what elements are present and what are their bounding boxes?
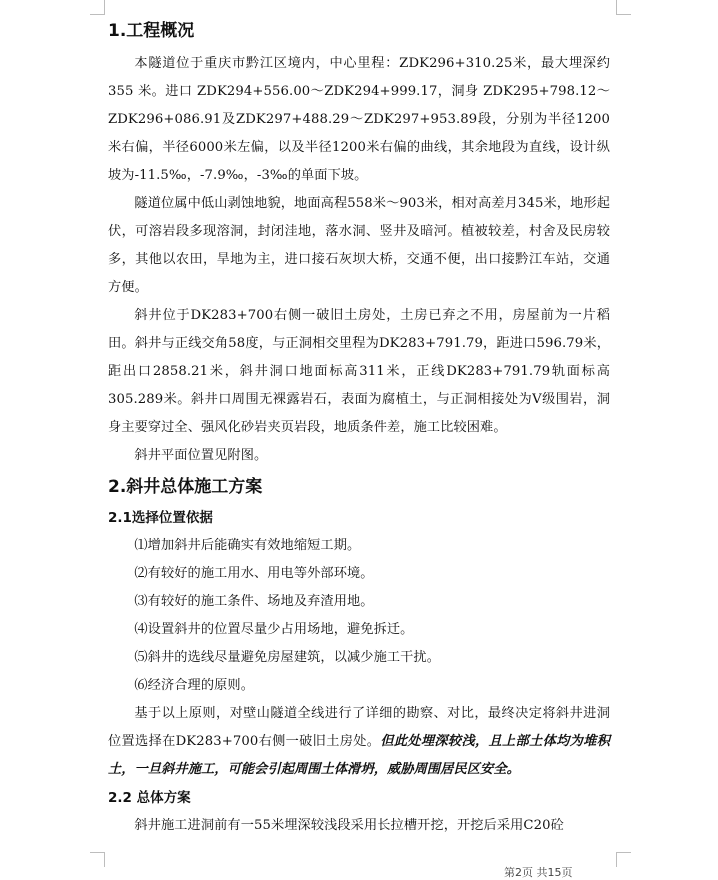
section-1-paragraph-3: 斜井位于DK283+700右侧一破旧土房处，土房已弃之不用，房屋前为一片稻田。斜井与正线交角58度，与正洞相交里程为DK283+791.79，距进口596.79米，距出口2858.21米，斜井洞口地面标高311米，正线DK283+791.79轨面标高305.289米。斜井口周围无裸露岩石，表面为腐植土，与正洞相接处为V级围岩，洞身主要穿过全、强风化砂岩夹页岩段，地质条件差，施工比较困难。 xyxy=(108,308,610,435)
section-2-1-heading: 2.1选择位置依据 xyxy=(108,510,213,526)
section-1-paragraph-4: 斜井平面位置见附图。 xyxy=(134,448,268,463)
list-item: ⑵有较好的施工用水、用电等外部环境。 xyxy=(134,566,374,581)
list-item: ⑸斜井的选线尽量避免房屋建筑，以减少施工干扰。 xyxy=(134,650,441,665)
section-1-heading: 1.工程概况 xyxy=(108,21,195,41)
section-2-heading: 2.斜井总体施工方案 xyxy=(108,477,263,497)
page-number-footer: 第2页 共15页 xyxy=(504,866,573,879)
crop-mark-top-left xyxy=(90,0,105,15)
list-item: ⑶有较好的施工条件、场地及弃渣用地。 xyxy=(134,594,374,609)
section-2-2-heading: 2.2 总体方案 xyxy=(108,790,191,806)
list-item: ⑴增加斜井后能确实有效地缩短工期。 xyxy=(134,538,361,553)
crop-mark-bottom-right xyxy=(616,852,631,867)
conclusion-text: 基于以上原则，对壁山隧道全线进行了详细的勘察、对比，最终决定将斜井进洞位置选择在DK283+700右侧一破旧土房处。 xyxy=(108,706,610,749)
section-1-paragraph-2: 隧道位属中低山剥蚀地貌，地面高程558米～903米，相对高差月345米，地形起伏，可溶岩段多现溶洞，封闭洼地，落水洞、竖井及暗河。植被较差，村舍及民房较多，其他以农田，旱地为主，进口接石灰坝大桥，交通不便，出口接黔江车站，交通方便。 xyxy=(108,196,610,295)
section-2-2-paragraph-1: 斜井施工进洞前有一55米埋深较浅段采用长拉槽开挖，开挖后采用C20砼 xyxy=(134,818,564,833)
list-item: ⑹经济合理的原则。 xyxy=(134,678,254,693)
conclusion-emphasis: 但此处埋深较浅，且上部土体均为堆积土，一旦斜井施工，可能会引起周围土体滑坍，威胁周围居民区安全。 xyxy=(108,734,610,777)
crop-mark-bottom-left xyxy=(90,852,105,867)
list-item: ⑷设置斜井的位置尽量少占用场地，避免拆迁。 xyxy=(134,622,414,637)
document-body xyxy=(108,14,610,840)
section-1-paragraph-1: 本隧道位于重庆市黔江区境内，中心里程：ZDK296+310.25米，最大埋深约355 米。进口 ZDK294+556.00～ZDK294+999.17，洞身 ZDK295+798.12～ZDK296+086.91及ZDK297+488.29～ZDK297+953.89段，分别为半径1200米右偏，半径6000米左偏，以及半径1200米右偏的曲线，其余地段为直线，设计纵坡为-11.5‰，-7.9‰，-3‰的单面下坡。 xyxy=(108,56,610,183)
crop-mark-top-right xyxy=(616,0,631,15)
section-2-1-conclusion xyxy=(108,700,610,784)
